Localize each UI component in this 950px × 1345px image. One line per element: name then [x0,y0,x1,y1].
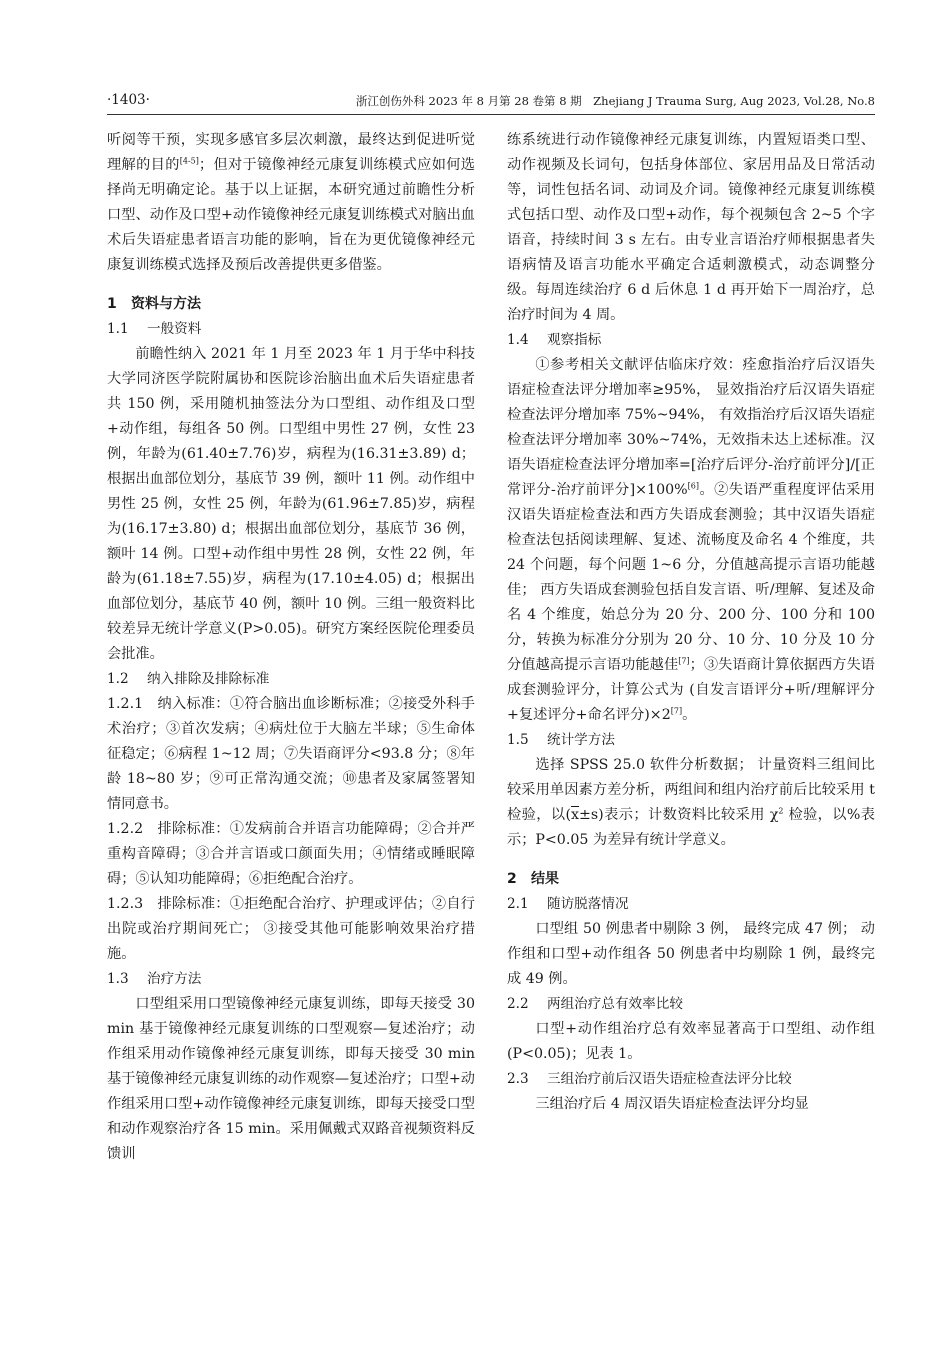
general-data-paragraph: 前瞻性纳入 2021 年 1 月至 2023 年 1 月于华中科技大学同济医学院附属协和医院诊治脑出血术后失语症患者共 150 例，采用随机抽签法分为口型组、动作组及口型+动作组，每组各 50 例。口型组中男性 27 例，女性 23 例，年龄为(61.40±7.76)岁，病程为(16.31±3.89) d；根据出血部位划分，基底节 39 例，额叶 11 例。动作组中男性 25 例，女性 25 例，年龄为(61.96±7.85)岁，病程为(16.17±3.80) d；根据出血部位划分，基底节 36 例，额叶 14 例。口型+动作组中男性 28 例，女性 22 例，年龄为(61.18±7.55)岁，病程为(17.10±4.05) d；根据出血部位划分，基底节 40 例，额叶 10 例。三组一般资料比较差异无统计学意义(P>0.05)。研究方案经医院伦理委员会批准。 [107,346,475,662]
inclusion-criteria: 1.2.1 纳入标准：①符合脑出血诊断标准；②接受外科手术治疗；③首次发病；④病灶位于大脑左半球；⑤生命体征稳定；⑥病程 1~12 周；⑦失语商评分<93.8 分；⑧年龄 18~80 岁；⑨可正常沟通交流；⑩患者及家属签署知情同意书。 [107,696,475,812]
subsection-heading: 2.2 两组治疗总有效率比较 [507,996,683,1012]
score-comparison-paragraph: 三组治疗后 4 周汉语失语症检查法评分均显 [535,1096,809,1112]
exclusion-criteria: 1.2.2 排除标准：①发病前合并语言功能障碍；②合并严重构音障碍；③合并言语或口颜面失用；④情绪或睡眠障碍；⑤认知功能障碍；⑥拒绝配合治疗。 [107,821,475,887]
subsection-heading: 1.1 一般资料 [107,321,202,337]
subsection-heading: 1.4 观察指标 [507,332,602,348]
subsection-heading: 1.3 治疗方法 [107,971,202,987]
section-heading: 2 结果 [507,871,559,887]
treatment-paragraph: 口型组采用口型镜像神经元康复训练，即每天接受 30 min 基于镜像神经元康复训练的口型观察—复述治疗；动作组采用动作镜像神经元康复训练，即每天接受 30 min 基于镜像神经元康复训练的动作观察—复述治疗；口型+动作组采用口型+动作镜像神经元康复训练，即每天接受口型和动作观察治疗各 15 min。采用佩戴式双路音视频资料反馈训 [107,996,475,1162]
observation-paragraph: ①参考相关文献评估临床疗效：痊愈指治疗后汉语失语症检查法评分增加率≥95%， 显效指治疗后汉语失语症检查法评分增加率 75%~94%， 有效指治疗后汉语失语症检查法评分增加率 30%~74%，无效指未达上述标准。汉语失语症检查法评分增加率=[治疗后评分-治疗前评分]/[正常评分-治疗前评分]×100%[6]。②失语严重程度评估采用汉语失语症检查法和西方失语成套测验；其中汉语失语症检查法包括阅读理解、复述、流畅度及命名 4 个维度，共 24 个问题，每个问题 1~6 分，分值越高提示言语功能越佳； 西方失语成套测验包括自发言语、听/理解、复述及命名 4 个维度，始总分为 20 分、200 分、100 分和 100 分，转换为标准分分别为 20 分、10 分、10 分及 10 分分值越高提示言语功能越佳[7]；③失语商计算依据西方失语成套测验评分，计算公式为 (自发言语评分+听/理解评分+复述评分+命名评分)×2[7]。 [507,357,875,723]
section-heading: 1 资料与方法 [107,296,201,312]
removal-criteria: 1.2.3 排除标准：①拒绝配合治疗、护理或评估；②自行出院或治疗期间死亡； ③接受其他可能影响效果治疗措施。 [107,896,475,962]
subsection-heading: 1.5 统计学方法 [507,732,615,748]
right-column [507,128,875,1117]
citation-ref: [6] [687,481,699,491]
statistics-paragraph: 选择 SPSS 25.0 软件分析数据； 计量资料三组间比较采用单因素方差分析，两组间和组内治疗前后比较采用 t 检验，以$(\overline{x}\pm s)$表示；计数资料比较采用 $\chi^2$ 检验，以%表示；P<0.05 为差异有统计学意义。 [507,757,875,848]
treatment-continued: 练系统进行动作镜像神经元康复训练，内置短语类口型、动作视频及长词句，包括身体部位、家居用品及日常活动等，词性包括名词、动词及介词。镜像神经元康复训练模式包括口型、动作及口型+动作，每个视频包含 2~5 个字语音，持续时间 3 s 左右。由专业言语治疗师根据患者失语病情及语言功能水平确定合适刺激模式，动态调整分级。每周连续治疗 6 d 后休息 1 d 再开始下一周治疗，总治疗时间为 4 周。 [507,132,875,323]
citation-ref: [7] [670,706,683,716]
intro-paragraph: 听阅等干预，实现多感官多层次刺激，最终达到促进听觉理解的目的[4-5]；但对于镜像神经元康复训练模式应如何选择尚无明确定论。基于以上证据，本研究通过前瞻性分析口型、动作及口型+动作镜像神经元康复训练模式对脑出血术后失语症患者语言功能的影响，旨在为更优镜像神经元康复训练模式选择及预后改善提供更多借鉴。 [107,132,475,273]
subsection-heading: 1.2 纳入排除及排除标准 [107,671,270,687]
subsection-heading: 2.3 三组治疗前后汉语失语症检查法评分比较 [507,1071,792,1087]
journal-citation: 浙江创伤外科 2023 年 8 月第 28 卷第 8 期 Zhejiang J Trauma Surg, Aug 2023, Vol.28, No.8 [355,94,875,108]
page-number: ·1403· [107,92,150,108]
running-header [107,92,875,115]
citation-ref: [4-5] [179,156,199,166]
left-column [107,128,475,1167]
citation-ref: [7] [678,656,690,666]
efficacy-paragraph: 口型+动作组治疗总有效率显著高于口型组、动作组(P<0.05)；见表 1。 [507,1021,875,1062]
subsection-heading: 2.1 随访脱落情况 [507,896,629,912]
dropout-paragraph: 口型组 50 例患者中剔除 3 例， 最终完成 47 例； 动作组和口型+动作组各 50 例患者中均剔除 1 例，最终完成 49 例。 [507,921,875,987]
